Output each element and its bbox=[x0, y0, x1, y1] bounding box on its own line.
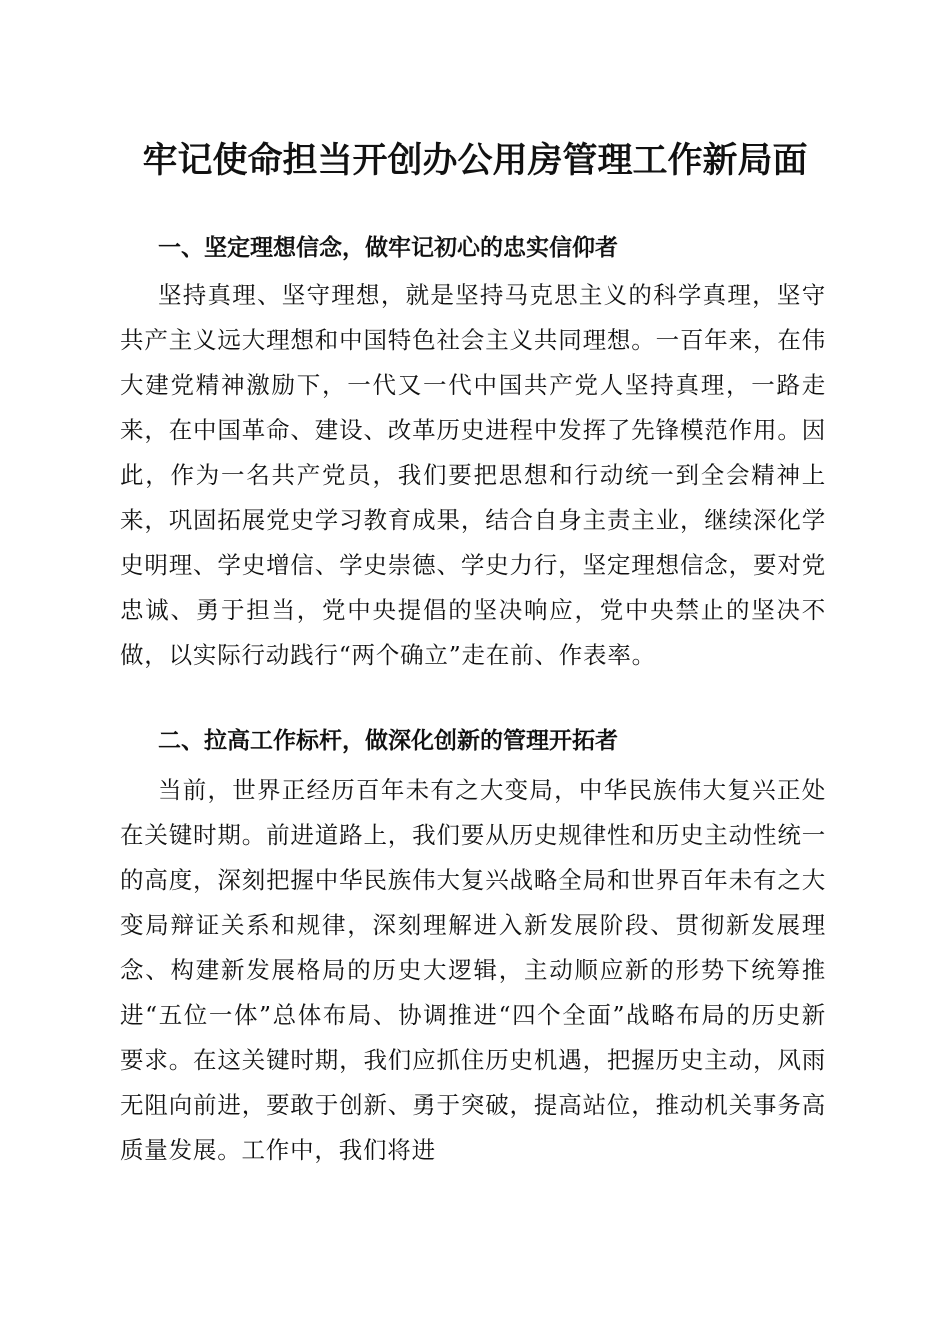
section-paragraph-2: 当前，世界正经历百年未有之大变局，中华民族伟大复兴正处在关键时期。前进道路上，我们要从历史规律性和历史主动性统一的高度，深刻把握中华民族伟大复兴战略全局和世界百年未有之大变局辩证关系和规律，深刻理解进入新发展阶段、贯彻新发展理念、构建新发展格局的历史大逻辑，主动顺应新的形势下统筹推进“五位一体”总体布局、协调推进“四个全面”战略布局的历史新要求。在这关键时期，我们应抓住历史机遇，把握历史主动，风雨无阻向前进，要敢于创新、勇于突破，提高站位，推动机关事务高质量发展。工作中，我们将进 bbox=[120, 776, 826, 1164]
section-heading-2: 二、拉高工作标杆，做深化创新的管理开拓者 bbox=[158, 728, 618, 754]
document-title: 牢记使命担当开创办公用房管理工作新局面 bbox=[142, 140, 808, 181]
section-heading-1: 一、坚定理想信念，做牢记初心的忠实信仰者 bbox=[158, 235, 618, 261]
section-paragraph-1: 坚持真理、坚守理想，就是坚持马克思主义的科学真理，坚守共产主义远大理想和中国特色社会主义共同理想。一百年来，在伟大建党精神激励下，一代又一代中国共产党人坚持真理，一路走来，在中国革命、建设、改革历史进程中发挥了先锋模范作用。因此，作为一名共产党员，我们要把思想和行动统一到全会精神上来，巩固拓展党史学习教育成果，结合自身主责主业，继续深化学史明理、学史增信、学史崇德、学史力行，坚定理想信念，要对党忠诚、勇于担当，党中央提倡的坚决响应，党中央禁止的坚决不做，以实际行动践行“两个确立”走在前、作表率。 bbox=[120, 281, 826, 669]
